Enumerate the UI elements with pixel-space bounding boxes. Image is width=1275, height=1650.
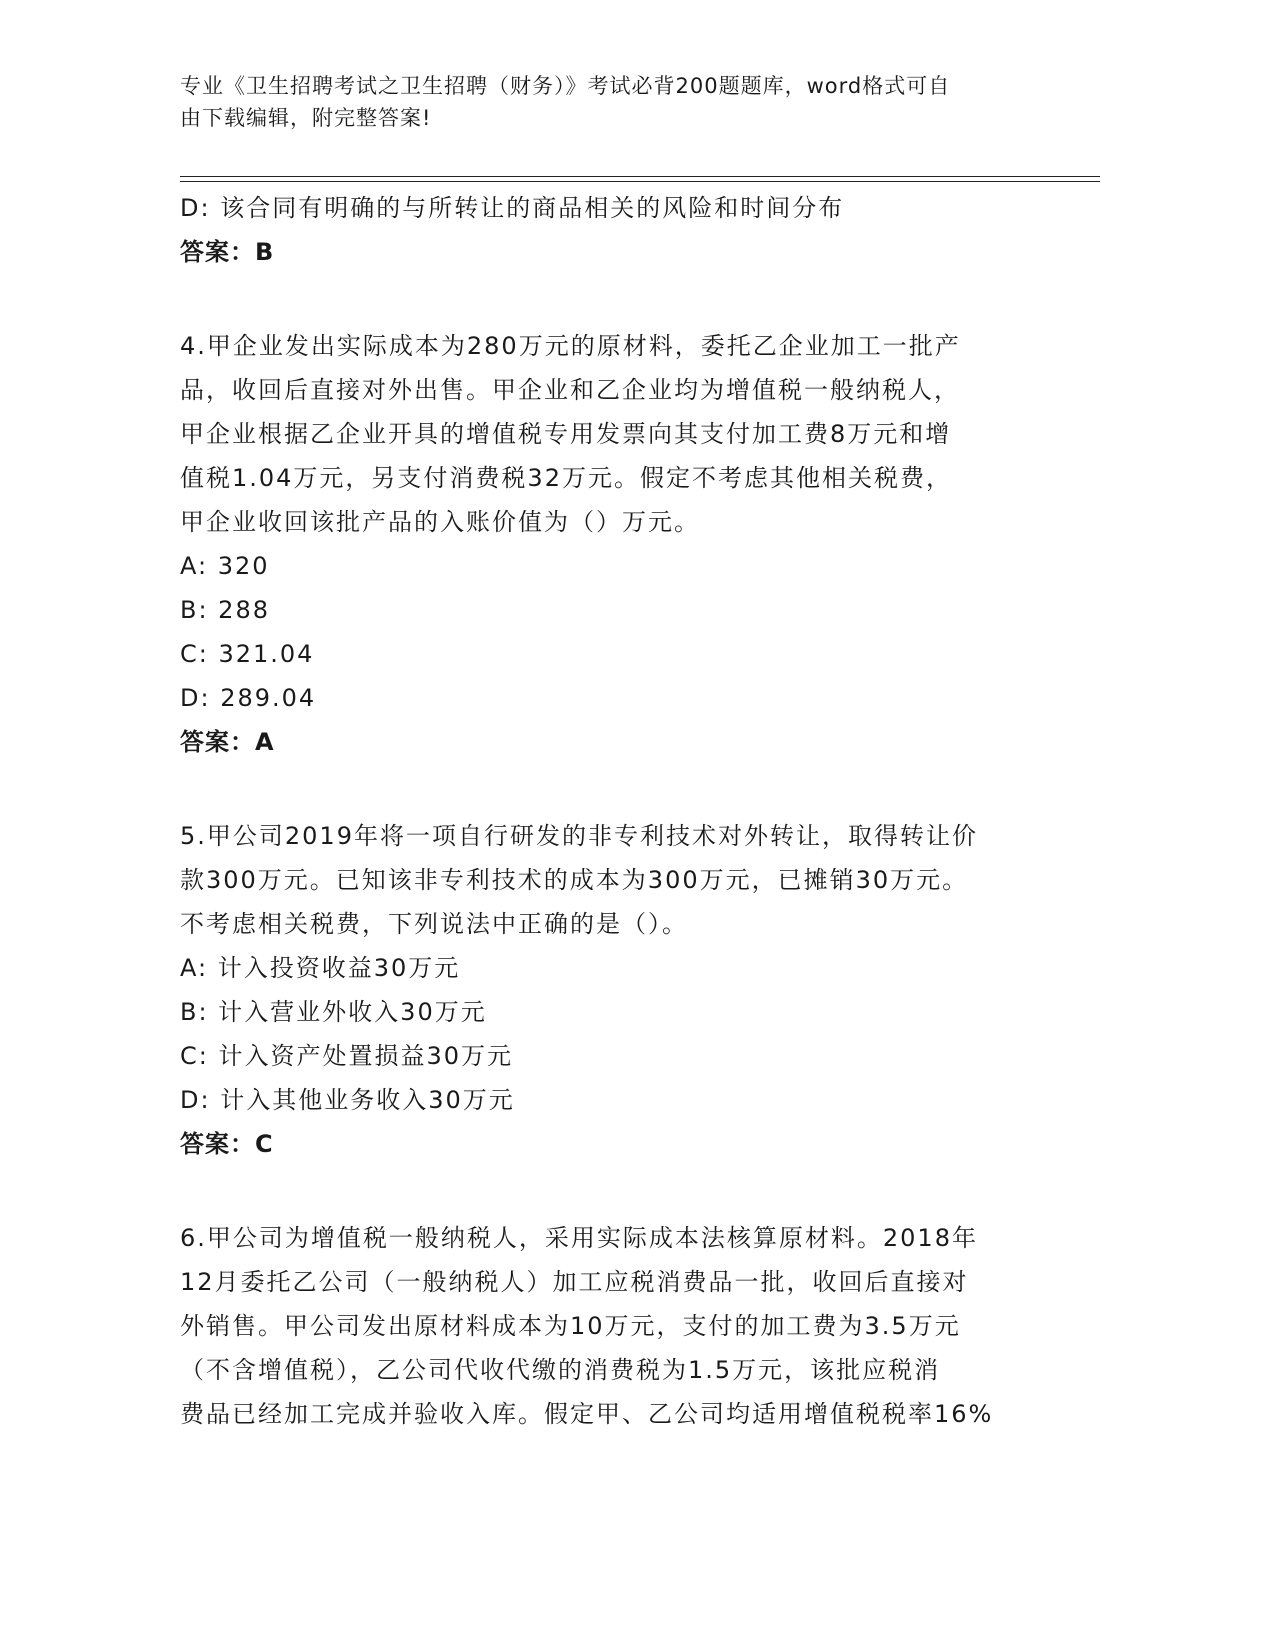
- question-text-line: 甲企业根据乙企业开具的增值税专用发票向其支付加工费8万元和增: [180, 420, 952, 448]
- option-c: C: 计入资产处置损益30万元: [180, 1042, 514, 1070]
- question-text-line: 外销售。甲公司发出原材料成本为10万元，支付的加工费为3.5万元: [180, 1312, 961, 1340]
- header-line-2: 由下载编辑，附完整答案!: [180, 106, 432, 130]
- question-text-line: （不含增值税），乙公司代收代缴的消费税为1.5万元，该批应税消: [180, 1356, 941, 1384]
- question-text-line: 费品已经加工完成并验收入库。假定甲、乙公司均适用增值税税率16%: [180, 1400, 994, 1428]
- header-divider-thin: [180, 181, 1100, 182]
- prev-question-answer: 答案：B: [180, 238, 275, 266]
- question-text-line: 不考虑相关税费，下列说法中正确的是（）。: [180, 910, 688, 938]
- question-text-line: 12月委托乙公司（一般纳税人）加工应税消费品一批，收回后直接对: [180, 1268, 969, 1296]
- document-header: [180, 70, 1040, 134]
- document-body: [180, 186, 1070, 1436]
- option-d: D: 计入其他业务收入30万元: [180, 1086, 515, 1114]
- question-text-line: 4.甲企业发出实际成本为280万元的原材料，委托乙企业加工一批产: [180, 332, 961, 360]
- spacer: [180, 1166, 1070, 1216]
- question-text-line: 甲企业收回该批产品的入账价值为（）万元。: [180, 508, 700, 536]
- option-d: D: 289.04: [180, 684, 317, 712]
- answer: 答案：C: [180, 1130, 274, 1158]
- question-text-line: 款300万元。已知该非专利技术的成本为300万元，已摊销30万元。: [180, 866, 969, 894]
- question-text-line: 6.甲公司为增值税一般纳税人，采用实际成本法核算原材料。2018年: [180, 1224, 978, 1252]
- prev-question-option-d: D: 该合同有明确的与所转让的商品相关的风险和时间分布: [180, 194, 845, 222]
- question-5: [180, 814, 1070, 1166]
- header-divider-thick: [180, 176, 1100, 177]
- question-4: [180, 324, 1070, 764]
- question-text-line: 5.甲公司2019年将一项自行研发的非专利技术对外转让，取得转让价: [180, 822, 978, 850]
- question-6: [180, 1216, 1070, 1436]
- option-c: C: 321.04: [180, 640, 315, 668]
- spacer: [180, 274, 1070, 324]
- header-line-1: 专业《卫生招聘考试之卫生招聘（财务）》考试必背200题题库，word格式可自: [180, 74, 951, 98]
- option-a: A: 320: [180, 552, 270, 580]
- option-b: B: 计入营业外收入30万元: [180, 998, 487, 1026]
- answer: 答案：A: [180, 728, 275, 756]
- spacer: [180, 764, 1070, 814]
- question-text-line: 值税1.04万元，另支付消费税32万元。假定不考虑其他相关税费，: [180, 464, 952, 492]
- option-a: A: 计入投资收益30万元: [180, 954, 461, 982]
- question-text-line: 品，收回后直接对外出售。甲企业和乙企业均为增值税一般纳税人，: [180, 376, 960, 404]
- option-b: B: 288: [180, 596, 270, 624]
